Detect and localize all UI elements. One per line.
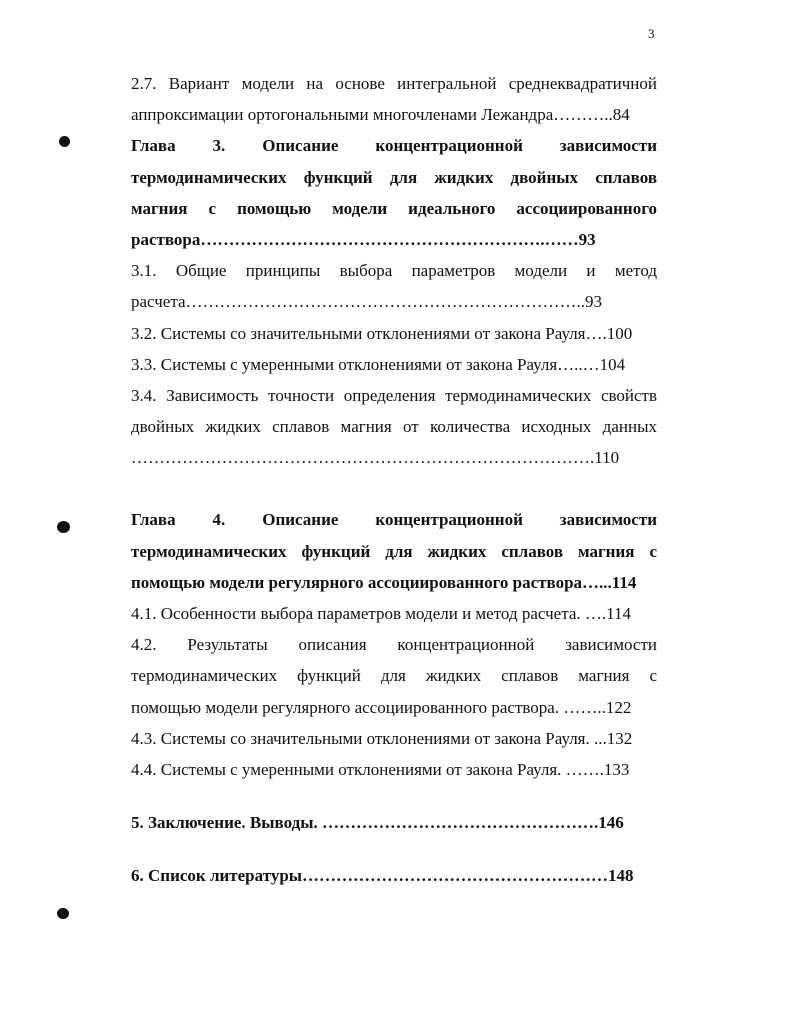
toc-entry-3-1-cont: расчета……………………………………………………………..93 [131,292,603,312]
toc-entry-4-2: 4.2. Результаты описания концентрационной зависимости [131,635,657,655]
toc-chapter-3-cont: раствора…………………………………………………….……93 [131,229,596,249]
toc-chapter-3-cont: магния с помощью модели идеального ассоциированного [131,198,657,218]
spacer [131,785,657,807]
toc-entry-3-1: 3.1. Общие принципы выбора параметров модели и метод [131,261,657,281]
spacer [131,838,657,860]
table-of-contents [131,68,657,892]
page-number: 3 [648,26,655,41]
toc-conclusion: 5. Заключение. Выводы. ………………………………………….146 [131,813,624,833]
toc-entry-2-7-cont: аппроксимации ортогональными многочленами Лежандра………..84 [131,105,630,125]
toc-entry-4-1: 4.1. Особенности выбора параметров модели и метод расчета. ….114 [131,604,631,623]
margin-hole-mark [57,521,70,533]
toc-entry-3-3: 3.3. Системы с умеренными отклонениями от закона Рауля…..…104 [131,354,626,374]
spacer [131,473,657,504]
toc-chapter-4-cont: помощью модели регулярного ассоциированного раствора…...114 [131,572,637,592]
toc-entry-3-4-cont: ……………………………………………………………………….110 [131,448,620,468]
toc-entry-4-3: 4.3. Системы со значительными отклонениями от закона Рауля. ...132 [131,728,633,748]
toc-entry-3-4-cont: двойных жидких сплавов магния от количества исходных данных [131,417,657,437]
toc-entry-4-4: 4.4. Системы с умеренными отклонениями от закона Рауля. …….133 [131,759,630,779]
toc-entry-3-4: 3.4. Зависимость точности определения термодинамических свойств [131,385,657,405]
toc-chapter-3: Глава 3. Описание концентрационной зависимости [131,136,657,156]
toc-entry-4-2-cont: помощью модели регулярного ассоциированного раствора. ……..122 [131,697,632,717]
toc-entry-4-2-cont: термодинамических функций для жидких сплавов магния с [131,666,657,686]
toc-entry-3-2: 3.2. Системы со значительными отклонениями от закона Рауля….100 [131,323,633,343]
margin-hole-mark [59,136,70,147]
toc-references: 6. Список литературы………………………………………………148 [131,866,634,886]
toc-chapter-3-cont: термодинамических функций для жидких двойных сплавов [131,167,657,187]
toc-entry-2-7: 2.7. Вариант модели на основе интегральной среднеквадратичной [131,74,657,93]
margin-hole-mark [57,908,69,919]
toc-chapter-4: Глава 4. Описание концентрационной зависимости [131,510,657,530]
toc-chapter-4-cont: термодинамических функций для жидких сплавов магния с [131,541,657,561]
